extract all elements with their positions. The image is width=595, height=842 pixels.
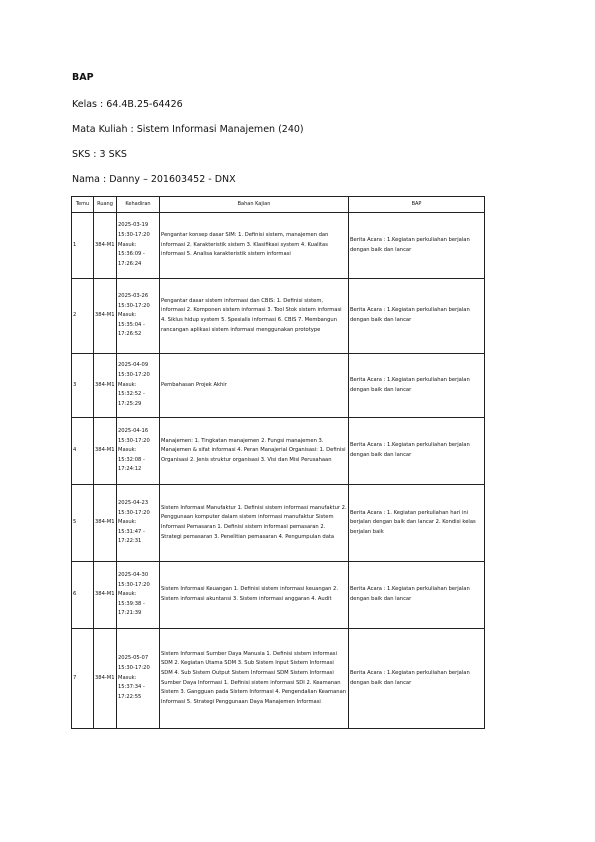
cell-bap: Berita Acara : 1.Kegiatan perkuliahan berjalan dengan baik dan lancar bbox=[349, 213, 485, 279]
cell-temu: 3 bbox=[72, 354, 94, 418]
cell-temu: 1 bbox=[72, 213, 94, 279]
cell-ruang: 384-M1 bbox=[94, 354, 117, 418]
cell-bahan-kajian: Sistem Informasi Keuangan 1. Definisi sistem informasi keuangan 2. Sistem informasi akuntansi 3. Sistem informasi anggaran 4. Audit bbox=[160, 562, 349, 629]
cell-bahan-kajian: Pembahasan Projek Akhir bbox=[160, 354, 349, 418]
cell-bap: Berita Acara : 1.Kegiatan perkuliahan berjalan dengan baik dan lancar bbox=[349, 354, 485, 418]
cell-temu: 5 bbox=[72, 485, 94, 562]
document-title: BAP bbox=[72, 72, 94, 83]
nama-line: Nama : Danny – 201603452 - DNX bbox=[72, 174, 236, 185]
column-header-bahan-kajian: Bahan Kajian bbox=[160, 197, 349, 213]
cell-bap: Berita Acara : 1.Kegiatan perkuliahan berjalan dengan baik dan lancar bbox=[349, 279, 485, 354]
cell-ruang: 384-M1 bbox=[94, 418, 117, 485]
cell-temu: 6 bbox=[72, 562, 94, 629]
table-row bbox=[72, 279, 485, 354]
cell-bahan-kajian: Sistem Informasi Manufaktur 1. Definisi sistem informasi manufaktur 2. Penggunaan komputer dalam sistem informasi manufaktur Sistem Informasi Pemasaran 1. Definisi sistem informasi pemasaran 2. Strategi pemasaran 3. Penelitian pemasaran 4. Pengumpulan data bbox=[160, 485, 349, 562]
column-header-temu: Temu bbox=[72, 197, 94, 213]
table-row bbox=[72, 485, 485, 562]
cell-kehadiran: 2025-04-30 15:30-17:20 Masuk: 15:39:38 - 17:21:39 bbox=[117, 562, 160, 629]
cell-bahan-kajian: Manajemen: 1. Tingkatan manajemen 2. Fungsi manajemen 3. Manajemen & sifat informasi 4. Peran Manajerial Organisasi: 1. Definisi Organisasi 2. Jenis struktur organisasi 3. Visi dan Misi Perusahaan bbox=[160, 418, 349, 485]
cell-kehadiran: 2025-05-07 15:30-17:20 Masuk: 15:37:34 - 17:22:55 bbox=[117, 629, 160, 729]
cell-bahan-kajian: Pengantar konsep dasar SIM: 1. Definisi sistem, manajemen dan informasi 2. Karakteristik sistem 3. Klasifikasi system 4. Kualitas informasi 5. Analisa karakteristik sistem informasi bbox=[160, 213, 349, 279]
cell-bap: Berita Acara : 1.Kegiatan perkuliahan berjalan dengan baik dan lancar bbox=[349, 562, 485, 629]
cell-kehadiran: 2025-04-09 15:30-17:20 Masuk: 15:32:52 - 17:25:29 bbox=[117, 354, 160, 418]
cell-kehadiran: 2025-04-23 15:30-17:20 Masuk: 15:31:47 - 17:22:31 bbox=[117, 485, 160, 562]
cell-kehadiran: 2025-04-16 15:30-17:20 Masuk: 15:32:08 - 17:24:12 bbox=[117, 418, 160, 485]
table-row bbox=[72, 213, 485, 279]
column-header-bap: BAP bbox=[349, 197, 485, 213]
cell-bahan-kajian: Sistem Informasi Sumber Daya Manusia 1. Definisi sistem informasi SDM 2. Kegiatan Utama SDM 3. Sub Sistem Input Sistem Informasi SDM 4. Sub Sistem Output Sistem Informasi SDM Sistem Informasi Sumber Daya Informasi 1. Definisi sistem informasi SDI 2. Keamanan Sistem 3. Gangguan pada Sistem Informasi 4. Pengendalian Keamanan Informasi 5. Strategi Penggunaan Daya Manajemen Informasi bbox=[160, 629, 349, 729]
sks-line: SKS : 3 SKS bbox=[72, 149, 127, 160]
table-row bbox=[72, 562, 485, 629]
cell-bap: Berita Acara : 1.Kegiatan perkuliahan berjalan dengan baik dan lancar bbox=[349, 629, 485, 729]
table-row bbox=[72, 418, 485, 485]
kelas-line: Kelas : 64.4B.25-64426 bbox=[72, 99, 183, 110]
cell-ruang: 384-M1 bbox=[94, 485, 117, 562]
cell-bap: Berita Acara : 1.Kegiatan perkuliahan berjalan dengan baik dan lancar bbox=[349, 418, 485, 485]
cell-temu: 7 bbox=[72, 629, 94, 729]
cell-bap: Berita Acara : 1. Kegiatan perkuliahan hari ini berjalan dengan baik dan lancar 2. Kondisi kelas berjalan baik bbox=[349, 485, 485, 562]
column-header-ruang: Ruang bbox=[94, 197, 117, 213]
cell-temu: 4 bbox=[72, 418, 94, 485]
cell-ruang: 384-M1 bbox=[94, 279, 117, 354]
cell-ruang: 384-M1 bbox=[94, 213, 117, 279]
table-header-row bbox=[72, 197, 485, 213]
cell-kehadiran: 2025-03-19 15:30-17:20 Masuk: 15:36:09 - 17:26:24 bbox=[117, 213, 160, 279]
mata-kuliah-line: Mata Kuliah : Sistem Informasi Manajemen (240) bbox=[72, 124, 304, 135]
cell-ruang: 384-M1 bbox=[94, 629, 117, 729]
table-row bbox=[72, 629, 485, 729]
cell-kehadiran: 2025-03-26 15:30-17:20 Masuk: 15:35:04 - 17:26:52 bbox=[117, 279, 160, 354]
cell-temu: 2 bbox=[72, 279, 94, 354]
cell-bahan-kajian: Pengantar dasar sistem informasi dan CBIS: 1. Definisi sistem, informasi 2. Komponen sistem informasi 3. Tool Stok sistem informasi 4. Siklus hidup system 5. Spesialis informasi 6. CBIS 7. Membangun rancangan aplikasi sistem informasi menggunakan prototype bbox=[160, 279, 349, 354]
column-header-kehadiran: Kehadiran bbox=[117, 197, 160, 213]
bap-table bbox=[71, 196, 485, 729]
cell-ruang: 384-M1 bbox=[94, 562, 117, 629]
table-row bbox=[72, 354, 485, 418]
